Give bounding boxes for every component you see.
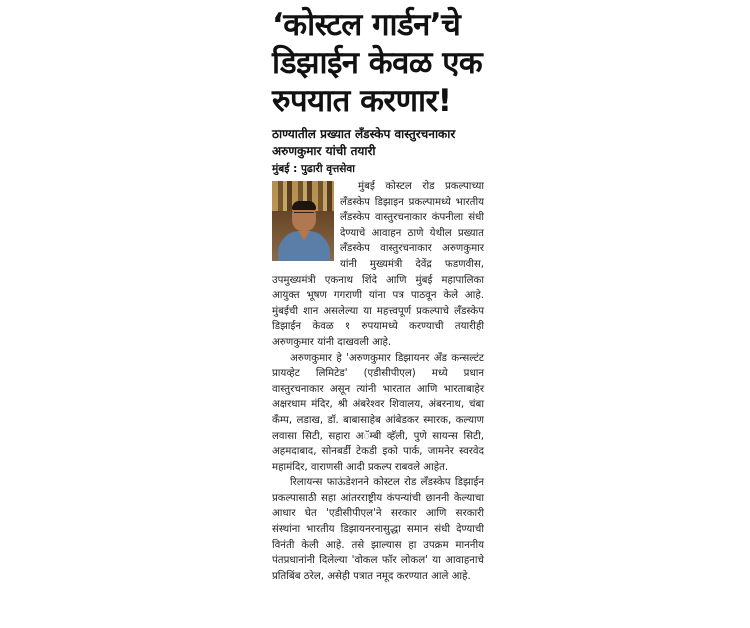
article-body — [272, 179, 484, 584]
portrait-glasses — [294, 212, 314, 217]
paragraph-2: अरुणकुमार हे 'अरुणकुमार डिझायनर अँड कन्सल्टंट प्रायव्हेट लिमिटेड' (एडीसीपीएल) मध्ये प्रधान वास्तुरचनाकार असून त्यांनी भारतात आणि भारताबाहेर अक्षरधाम मंदिर, श्री अंबरेश्वर शिवालय, अंबरनाथ, चंबा कँम्प, लडाख, डॉ. बाबासाहेब आंबेडकर स्मारक, कल्याण लवासा सिटी, सहारा अॅम्बी व्हॅली, पुणे सायन्स सिटी, अहमदाबाद, सोनबर्डी टेकडी इको पार्क, जामनेर स्वरवेद महामंदिर, वाराणसी आदी प्रकल्प राबवले आहेत. — [272, 352, 484, 473]
paragraph-3: रिलायन्स फाऊंडेशनने कोस्टल रोड लँडस्केप डिझाईन प्रकल्पासाठी सहा आंतरराष्ट्रीय कंपन्यांची छाननी केल्याचा आधार घेत 'एडीसीपीएल'ने सरकार आणि सरकारी संस्थांना भारतीय डिझायनरनासुद्धा समान संधी देण्याची विनंती केली आहे. तसे झाल्यास हा उपक्रम माननीय पंतप्रधानांनी दिलेल्या 'वोकल फॉर लोकल' या आवाहनाचे प्रतिबिंब ठरेल, असेही पत्रात नमूद करण्यात आले आहे. — [272, 477, 484, 582]
newspaper-clipping — [272, 6, 484, 622]
headline: ‘कोस्टल गार्डन’चे डिझाईन केवळ एक रुपयात करणार! — [272, 7, 483, 119]
dateline: मुंबई : पुढारी वृत्तसेवा — [272, 163, 355, 175]
paragraph-1: मुंबई कोस्टल रोड प्रकल्पाच्या लँडस्केप डिझाइन प्रकल्पामध्ये भारतीय लँडस्केप वास्तुरचनाकार कंपनीला संधी देण्याचे आवाहन ठाणे येथील प्रख्यात लँडस्केप वास्तुरचनाकार अरुणकुमार यांनी मुख्यमंत्री देवेंद्र फडणवीस, उपमुख्यमंत्री एकनाथ शिंदे आणि मुंबई महापालिका आयुक्त भूषण गगराणी यांना पत्र पाठवून केले आहे. मुंबईची शान असलेल्या या महत्त्वपूर्ण प्रकल्पाचे लँडस्केप डिझाईन केवळ १ रुपयामध्ये करण्याची तयारीही अरुणकुमार यांनी दाखवली आहे. — [272, 181, 484, 348]
subheadline: ठाण्यातील प्रख्यात लँडस्केप वास्तुरचनाकार अरुणकुमार यांची तयारी — [272, 127, 456, 158]
author-photo — [272, 181, 334, 261]
portrait-hair — [292, 201, 316, 210]
